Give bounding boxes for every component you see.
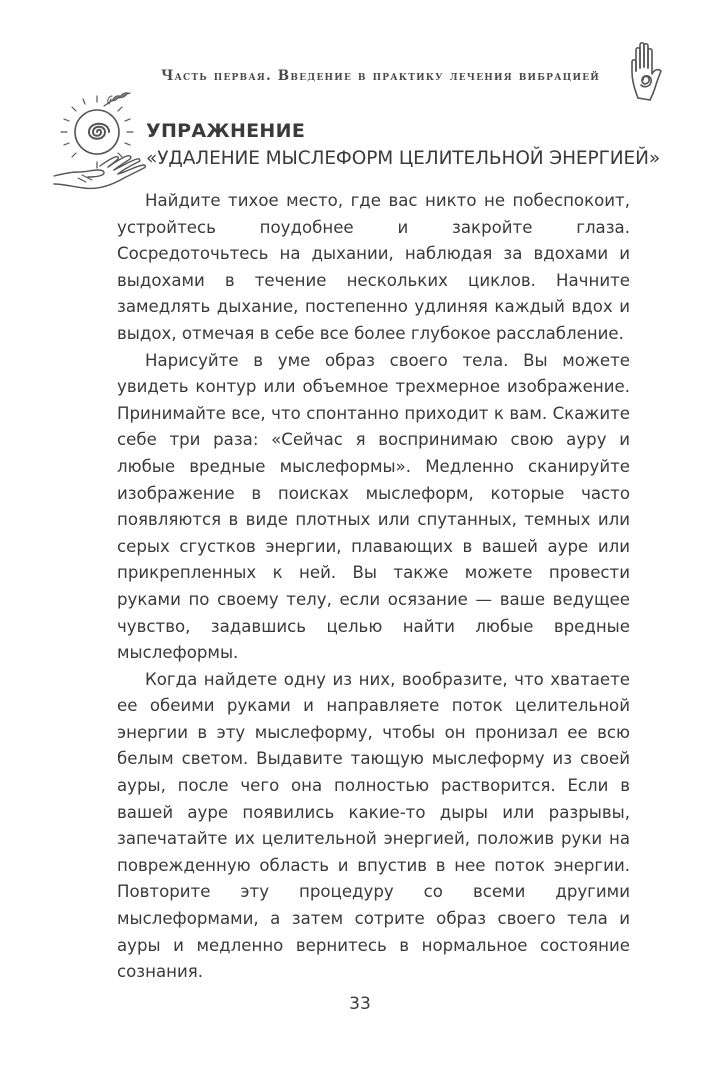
page-number: 33 [349,994,371,1014]
body-text [117,188,630,986]
exercise-label: УПРАЖНЕНИЕ [146,120,306,142]
running-header [140,68,600,84]
paragraph: Когда найдете одну из них, вообразите, что хватаете ее обеими руками и направляете поток целительной энергии в эту мыслеформу, чтобы он пронизал ее всю белым светом. Выдавите тающую мыслеформу из своей ауры, после чего она полностью растворится. Если в вашей ауре появились какие-то дыры или разрывы, запечатайте их целительной энергией, положив руки на поврежденную область и впустив в нее поток энергии. Повторите эту процедуру со всеми другими мыслеформами, а затем сотрите образ своего тела и ауры и медленно вернитесь в нормальное состояние сознания. [117,669,630,982]
paragraph: Найдите тихое место, где вас никто не побеспокоит, устройтесь поудобнее и закройте глаза. Сосредоточьтесь на дыхании, наблюдая за вдохами и выдохами в течение нескольких циклов. Начните замедлять дыхание, постепенно удлиняя каждый вдох и выдох, отмечая в себе все более глубокое расслабление. [117,191,630,343]
open-hand-spiral-sun-icon [52,92,148,198]
exercise-title: «УДАЛЕНИЕ МЫСЛЕФОРМ ЦЕЛИТЕЛЬНОЙ ЭНЕРГИЕЙ» [146,148,661,169]
paragraph: Нарисуйте в уме образ своего тела. Вы можете увидеть контур или объемное трехмерное изображение. Принимайте все, что спонтанно приходит к вам. Скажите себе три раза: «Сейчас я воспринимаю свою ауру и любые вредные мыслеформы». Медленно сканируйте изображение в поисках мыслеформ, которые часто появляются в виде плотных или спутанных, темных или серых сгустков энергии, плавающих в вашей ауре или прикрепленных к ней. Вы также можете провести руками по своему телу, если осязание — ваше ведущее чувство, задавшись целью найти любые вредные мыслеформы. [117,350,630,663]
running-header-text: Часть первая. Введение в практику лечения вибрацией [160,68,600,84]
hand-spiral-icon [624,38,674,104]
